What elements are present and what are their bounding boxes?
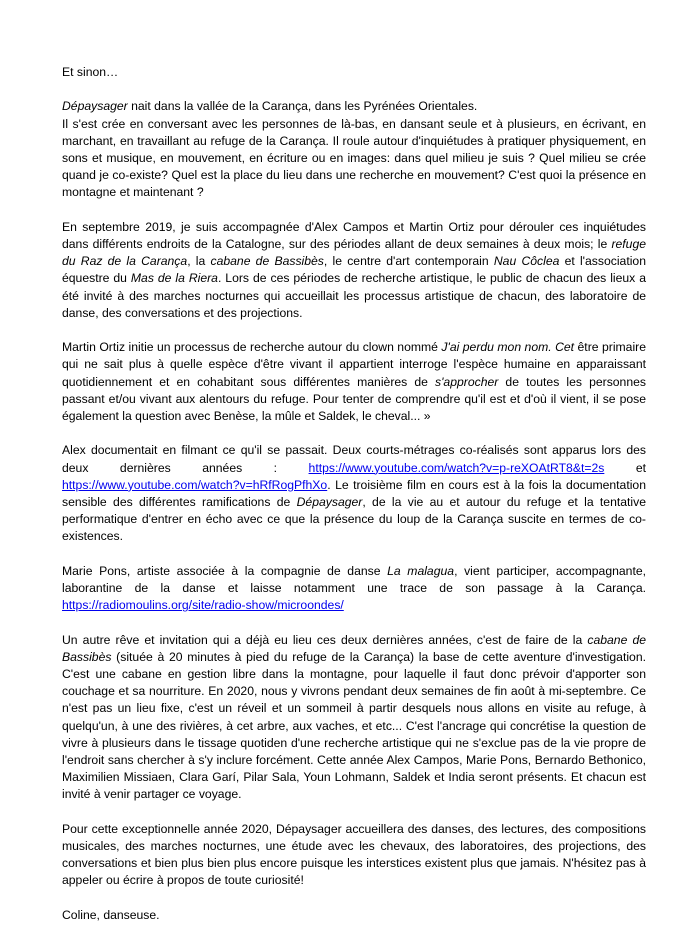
youtube-link-1[interactable]: https://www.youtube.com/watch?v=p-reXOAtRT8&t=2s: [308, 460, 605, 475]
paragraph-origin: Dépaysager nait dans la vallée de la Carança, dans les Pyrénées Orientales. Il s'est crée en conversant avec les personnes de là-bas, en dansant seule et à plusieurs, en écrivant, en marchant, en travaillant au refuge de la Carança. Il roule autour d'inquiétudes à pratiquer physiquement, en sons et musique, en mouvement, en écriture ou en images: dans quel milieu je suis ? Quel milieu se crée quand je co-existe? Quel est la place du lieu dans une recherche en mouvement? C'est quoi la présence en montagne et maintenant ?: [62, 99, 646, 200]
project-name: Dépaysager: [62, 99, 128, 114]
paragraph-intro: Et sinon…: [62, 65, 119, 79]
paragraph-films: Alex documentait en filmant ce qu'il se passait. Deux courts-métrages co-réalisés sont apparus lors des deux dernières années : https://www.youtube.com/watch?v=p-reXOAtRT8&t=2s et https://www.youtube.com/watch?v=hRfRogPfhXo. Le troisième film en cours est à la fois la documentation sensible des différentes ramifications de Dépaysager, de la vie au et autour du refuge et la tentative performatique d'entrer en écho avec ce que la présence du loup de la Carança suscite en termes de co-existences.: [62, 443, 646, 544]
youtube-link-2[interactable]: https://www.youtube.com/watch?v=hRfRogPfhXo: [62, 477, 328, 492]
paragraph-residencies: En septembre 2019, je suis accompagnée d'Alex Campos et Martin Ortiz pour dérouler ces inquiétudes dans différents endroits de la Catalogne, sur des périodes allant de deux semaines à deux mois; le refuge du Raz de la Carança, la cabane de Bassibès, le centre d'art contemporain Nau Côclea et l'association équestre du Mas de la Riera. Lors de ces périodes de recherche artistique, le public de chacun des lieux a été invité à des marches nocturnes qui accueillait les processus artistique de chacun, des laboratoire de danse, des conversations et des projections.: [62, 219, 646, 320]
signature: Coline, danseuse.: [62, 907, 160, 922]
radio-link[interactable]: https://radiomoulins.org/site/radio-show/microondes/: [62, 598, 344, 613]
paragraph-2020: Pour cette exceptionnelle année 2020, Dépaysager accueillera des danses, des lectures, des compositions musicales, des marches nocturnes, une étude avec les chevaux, des laboratoires, des projections, des conversations et bien plus bien plus encore puisque les interstices existent plus que jamais. N'hésitez pas à appeler ou écrire à propos de toute curiosité!: [62, 821, 646, 888]
paragraph-cabane: Un autre rêve et invitation qui a déjà eu lieu ces deux dernières années, c'est de faire de la cabane de Bassibès (située à 20 minutes à pied du refuge de la Carança) la base de cette aventure d'investigation. C'est une cabane en gestion libre dans la montagne, pour laquelle il faut donc prévoir d'apporter son couchage et sa nourriture. En 2020, nous y vivrons pendant deux semaines de fin août à mi-septembre. Ce n'est pas un lieu fixe, c'est un réveil et un sommeil à partir desquels nous allons en visite au refuge, à quelqu'un, à une des rivières, à cet arbre, aux vaches, et etc... C'est l'ancrage qui concrétise la question de vivre à plusieurs dans le tissage quotiden d'une recherche artistique qui ne s'exclue pas de la vie propre de l'endroit sans chercher à s'y inclure forcément. Cette année Alex Campos, Marie Pons, Bernardo Bethonico, Maximilien Missiaen, Clara Garí, Pilar Sala, Youn Lohmann, Saldek et India seront présents. Et chacun est invité à venir partager ce voyage.: [62, 632, 646, 802]
paragraph-marie-pons: Marie Pons, artiste associée à la compagnie de danse La malagua, vient participer, accompagnante, laborantine de la danse et laisse notamment une trace de son passage à la Carança. https://radiomoulins.org/site/radio-show/microondes/: [62, 563, 646, 613]
paragraph-clown: Martin Ortiz initie un processus de recherche autour du clown nommé J'ai perdu mon nom. Cet être primaire qui ne sait plus à quelle espèce d'être vivant il appartient interroge l'espèce humaine en apparaissant quotidiennement et en cohabitant sous différentes manières de s'approcher de toutes les personnes passant et/ou vivant aux alentours du refuge. Pour tenter de comprendre qu'il est et d'où il vient, il se pose également la question avec Benèse, la mûle et Saldek, le cheval... »: [62, 340, 647, 424]
